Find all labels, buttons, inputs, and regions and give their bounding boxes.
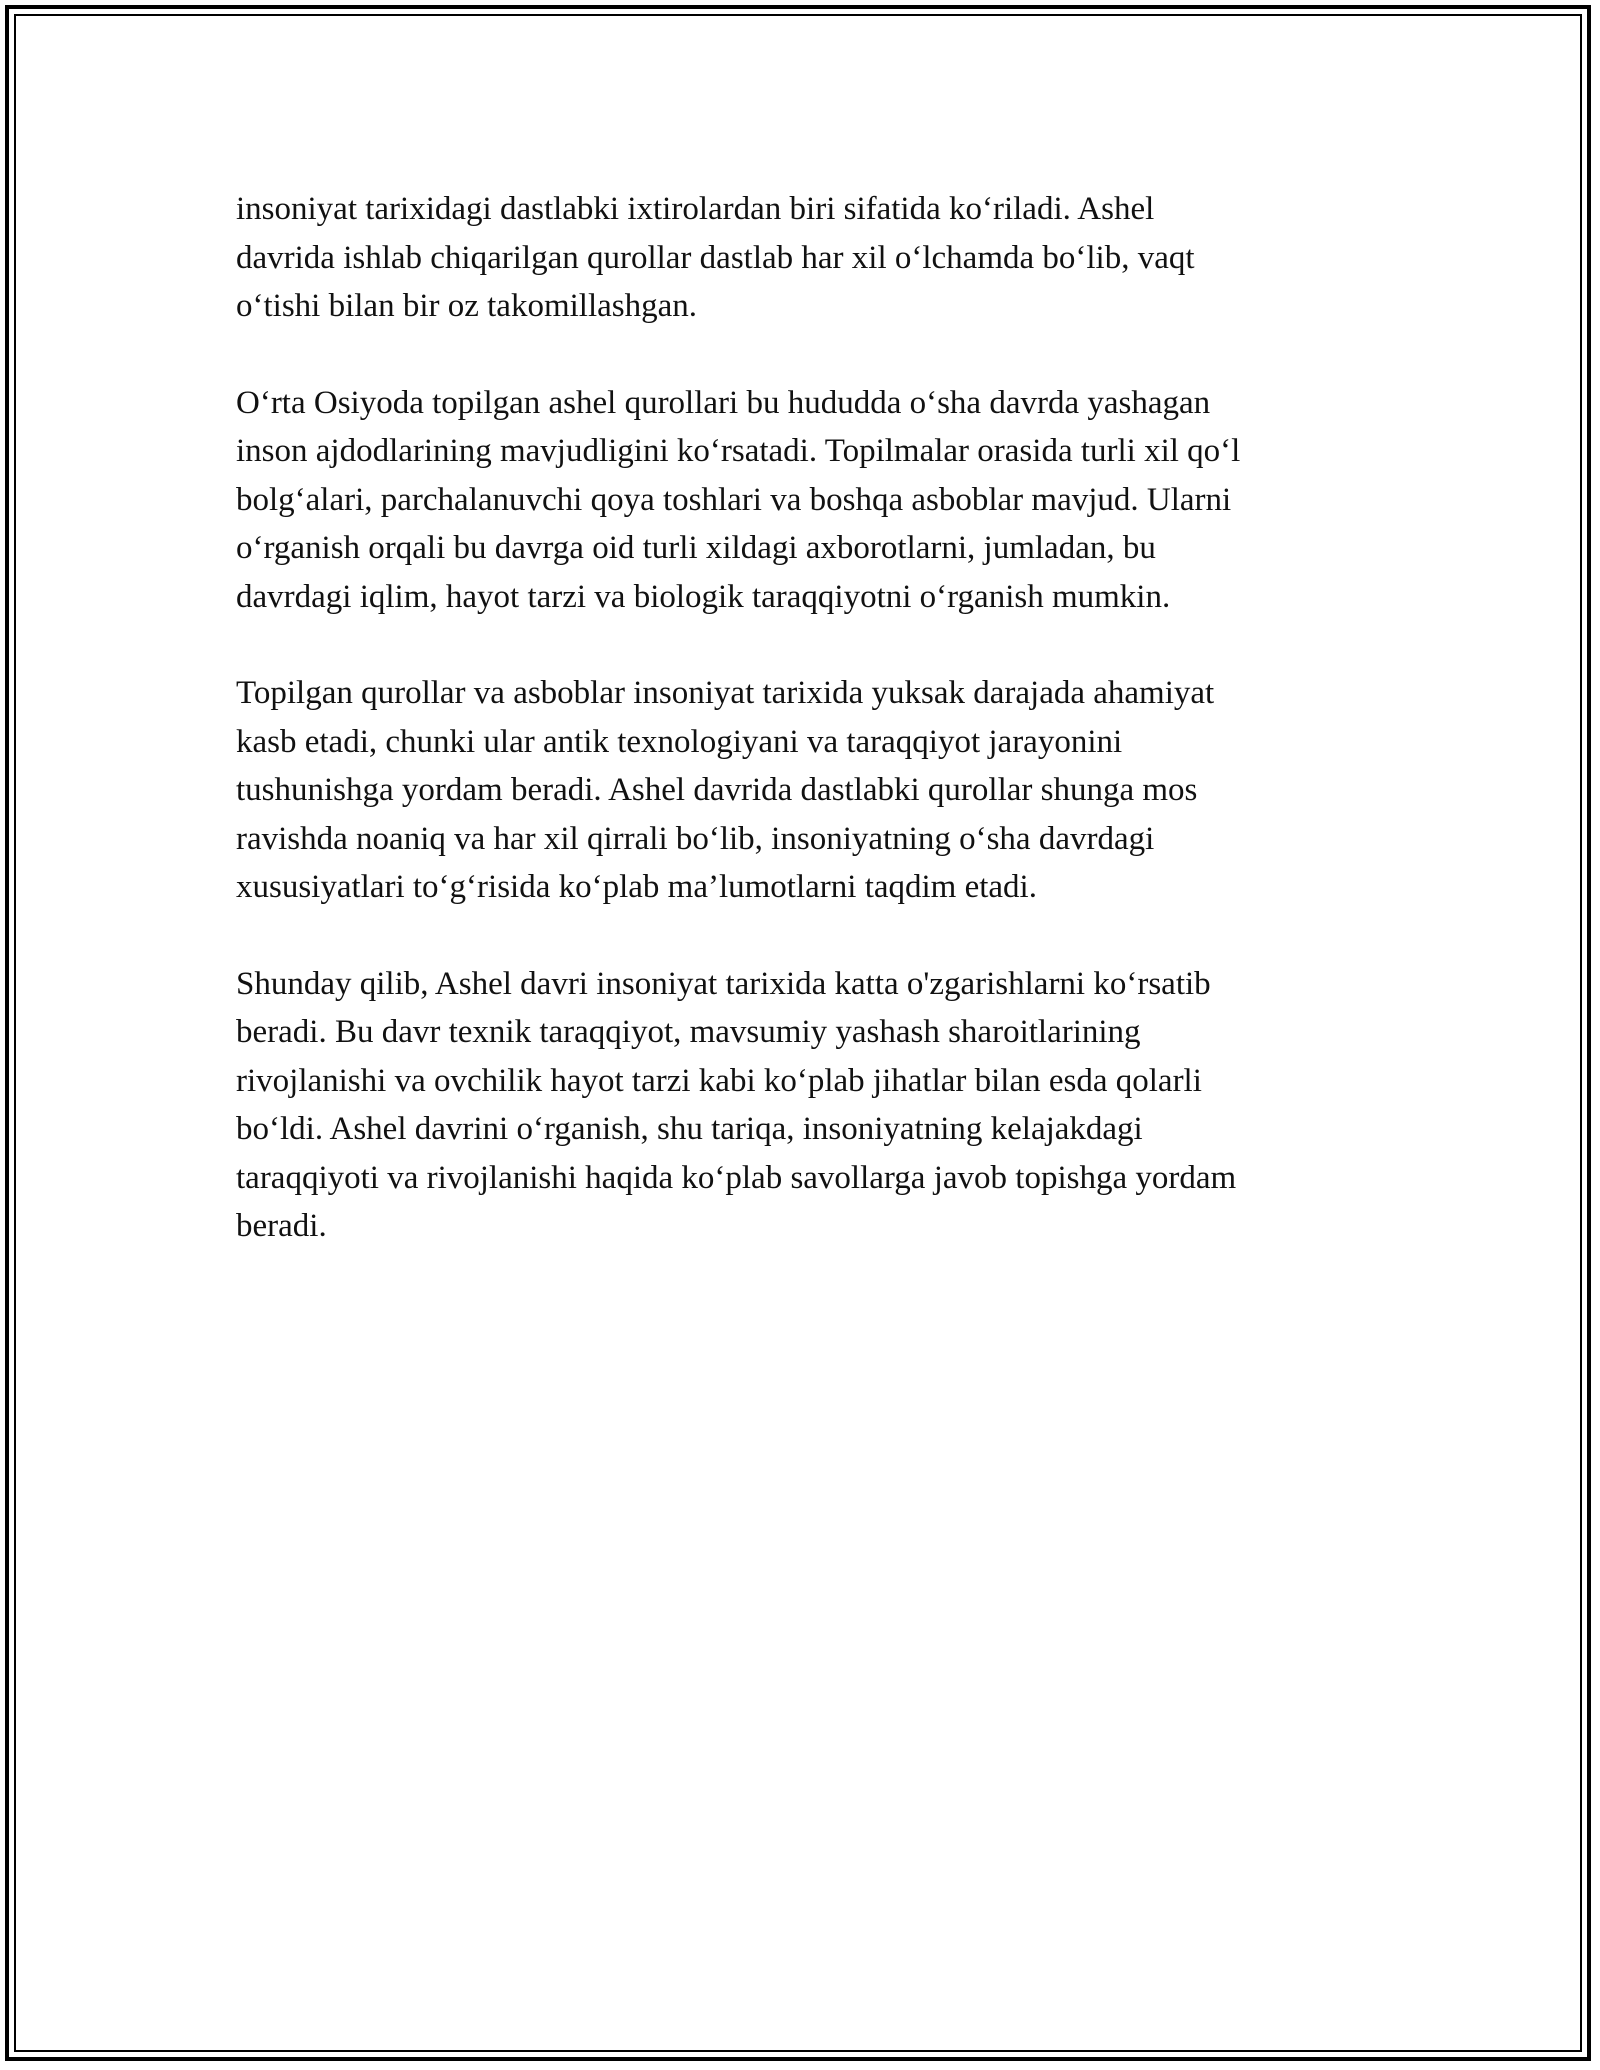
text-line: inson ajdodlarining mavjudligini ko‘rsatadi. Topilmalar orasida turli xil qo‘l [236, 433, 1241, 469]
text-line: tushunishga yordam beradi. Ashel davrida dastlabki qurollar shunga mos [236, 772, 1198, 808]
text-line: bo‘ldi. Ashel davrini o‘rganish, shu tariqa, insoniyatning kelajakdagi [236, 1111, 1143, 1147]
document-body [236, 185, 1376, 1299]
text-line: o‘rganish orqali bu davrga oid turli xildagi axborotlarni, jumladan, bu [236, 530, 1156, 566]
text-line: xususiyatlari to‘g‘risida ko‘plab ma’lumotlarni taqdim etadi. [236, 869, 1037, 905]
text-line: bolg‘alari, parchalanuvchi qoya toshlari va boshqa asboblar mavjud. Ularni [236, 481, 1232, 518]
text-line: ravishda noaniq va har xil qirrali bo‘lib, insoniyatning o‘sha davrdagi [236, 820, 1155, 857]
paragraph-4 [236, 960, 1376, 1251]
text-line: rivojlanishi va ovchilik hayot tarzi kabi ko‘plab jihatlar bilan esda qolarli [236, 1062, 1202, 1099]
text-line: insoniyat tarixidagi dastlabki ixtirolardan biri sifatida ko‘riladi. Ashel [236, 191, 1155, 227]
text-line: Shunday qilib, Ashel davri insoniyat tarixida katta o'zgarishlarni ko‘rsatib [236, 965, 1211, 1002]
text-line: Topilgan qurollar va asboblar insoniyat tarixida yuksak darajada ahamiyat [236, 675, 1215, 711]
text-line: o‘tishi bilan bir oz takomillashgan. [236, 288, 698, 324]
text-line: beradi. [236, 1208, 327, 1244]
text-line: davrida ishlab chiqarilgan qurollar dastlab har xil o‘lchamda bo‘lib, vaqt [236, 239, 1195, 276]
text-line: O‘rta Osiyoda topilgan ashel qurollari bu hududda o‘sha davrda yashagan [236, 384, 1211, 421]
text-line: beradi. Bu davr texnik taraqqiyot, mavsumiy yashash sharoitlarining [236, 1014, 1141, 1050]
paragraph-1 [236, 185, 1376, 331]
paragraph-2 [236, 379, 1376, 622]
paragraph-3 [236, 669, 1376, 912]
text-line: davrdagi iqlim, hayot tarzi va biologik taraqqiyotni o‘rganish mumkin. [236, 578, 1171, 615]
text-line: kasb etadi, chunki ular antik texnologiyani va taraqqiyot jarayonini [236, 723, 1123, 760]
text-line: taraqqiyoti va rivojlanishi haqida ko‘plab savollarga javob topishga yordam [236, 1159, 1237, 1196]
